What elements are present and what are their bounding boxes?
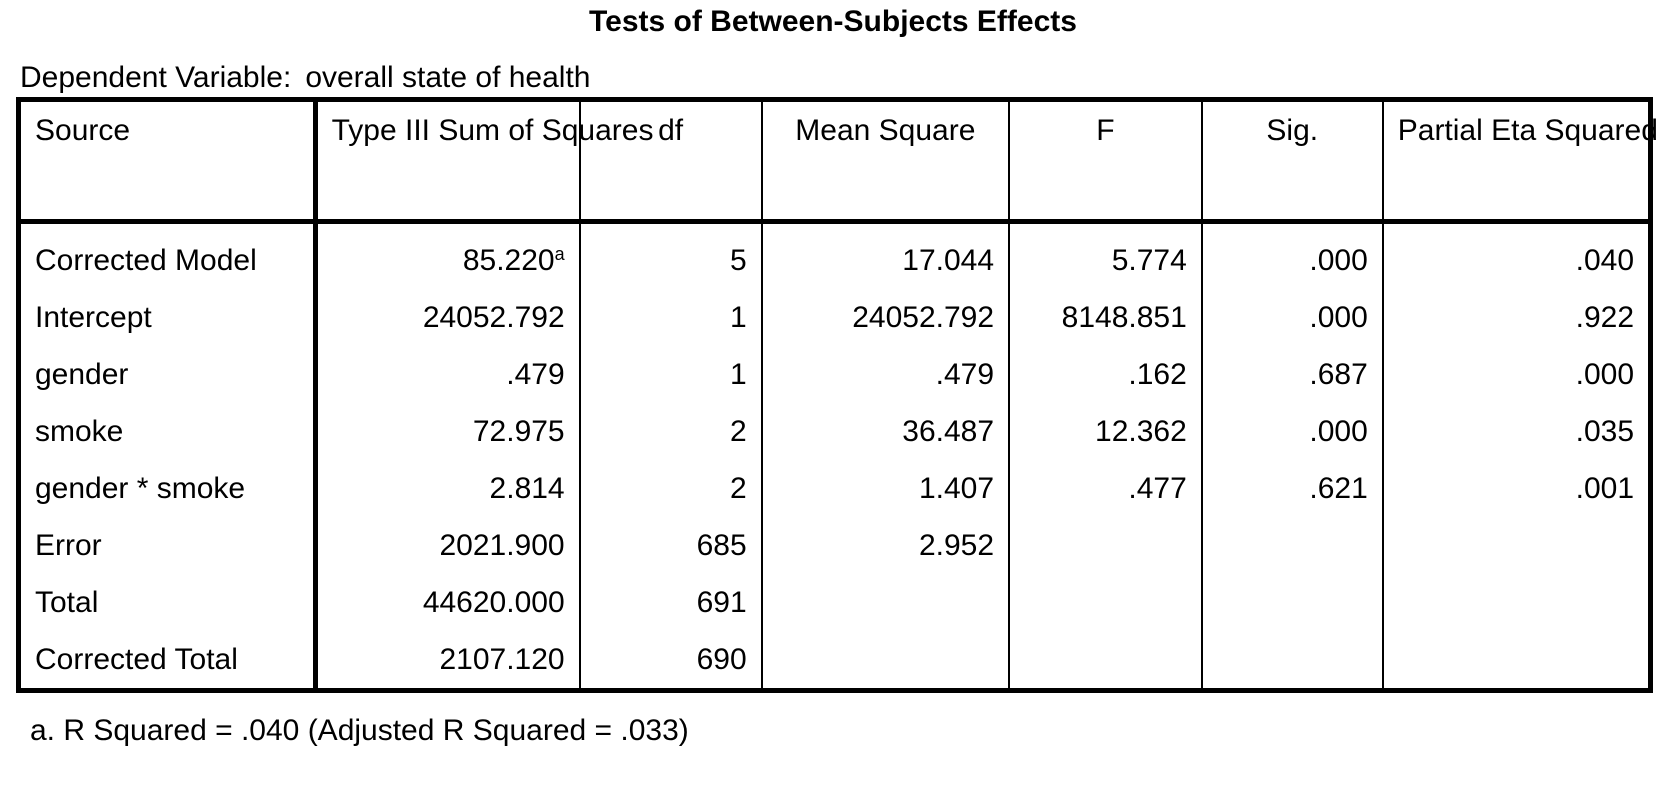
sum-of-squares-cell — [315, 222, 580, 290]
partial-eta-cell: .035 — [1575, 415, 1634, 448]
table-row — [19, 289, 1651, 346]
mean-square-cell: 1.407 — [762, 460, 1009, 517]
header-row — [19, 100, 1651, 222]
row-source: gender — [19, 346, 316, 403]
df-cell: 1 — [580, 289, 762, 346]
row-source: Corrected Model — [19, 222, 316, 290]
sig-cell — [1202, 517, 1383, 574]
df-cell: 2 — [580, 403, 762, 460]
table-row — [19, 460, 1651, 517]
mean-square-cell — [762, 574, 1009, 631]
f-cell — [1009, 574, 1202, 631]
mean-square-cell: 17.044 — [762, 222, 1009, 290]
mean-square-cell: 36.487 — [762, 403, 1009, 460]
partial-eta-cell — [1383, 517, 1651, 574]
dependent-variable-line — [20, 60, 591, 96]
sum-of-squares-cell: 44620.000 — [315, 574, 580, 631]
sig-cell: .000 — [1202, 289, 1383, 346]
df-cell: 5 — [580, 222, 762, 290]
table-row — [19, 631, 1651, 691]
mean-square-cell: .479 — [762, 346, 1009, 403]
partial-eta-cell: .000 — [1575, 358, 1634, 391]
partial-eta-cell — [1383, 631, 1651, 691]
df-cell: 691 — [580, 574, 762, 631]
footnote-marker: a — [554, 244, 565, 264]
sig-cell: .000 — [1202, 403, 1383, 460]
sig-cell — [1202, 574, 1383, 631]
column-header-mean-square: Mean Square — [762, 100, 1009, 222]
sig-cell: .000 — [1202, 222, 1383, 290]
partial-eta-cell — [1383, 574, 1651, 631]
sig-cell: .621 — [1202, 460, 1383, 517]
row-source: smoke — [19, 403, 316, 460]
dependent-variable-label: Dependent Variable: — [20, 61, 292, 94]
row-source: Total — [19, 574, 316, 631]
mean-square-cell: 2.952 — [762, 517, 1009, 574]
column-header-partial-eta-squared: Partial Eta Squared — [1383, 100, 1651, 222]
sig-cell: .687 — [1202, 346, 1383, 403]
f-cell: 8148.851 — [1009, 289, 1202, 346]
sum-of-squares-cell: 2021.900 — [315, 517, 580, 574]
table-row — [19, 574, 1651, 631]
sum-of-squares-cell: 24052.792 — [315, 289, 580, 346]
dependent-variable-value: overall state of health — [305, 61, 591, 94]
partial-eta-cell: .040 — [1575, 244, 1634, 277]
mean-square-cell — [762, 631, 1009, 691]
row-source: Error — [19, 517, 316, 574]
f-cell: 12.362 — [1009, 403, 1202, 460]
df-cell: 685 — [580, 517, 762, 574]
between-subjects-effects-table — [16, 97, 1658, 693]
table-row — [19, 222, 1651, 290]
table-title: Tests of Between-Subjects Effects — [589, 5, 1077, 38]
column-header-df: df — [580, 100, 762, 222]
partial-eta-cell: .922 — [1575, 301, 1634, 334]
sum-of-squares-cell: 72.975 — [315, 403, 580, 460]
column-header-source: Source — [19, 100, 316, 222]
column-header-sum-of-squares: Type III Sum of Squares — [315, 100, 580, 222]
table-row — [19, 346, 1651, 403]
f-cell: .162 — [1009, 346, 1202, 403]
df-cell: 690 — [580, 631, 762, 691]
table-row — [19, 403, 1651, 460]
f-cell: 5.774 — [1009, 222, 1202, 290]
sum-of-squares-value: 85.220 — [462, 244, 555, 277]
sum-of-squares-cell: .479 — [315, 346, 580, 403]
mean-square-cell: 24052.792 — [762, 289, 1009, 346]
sum-of-squares-cell: 2107.120 — [315, 631, 580, 691]
f-cell — [1009, 631, 1202, 691]
df-cell: 1 — [580, 346, 762, 403]
row-source: gender * smoke — [19, 460, 316, 517]
column-header-f: F — [1009, 100, 1202, 222]
sum-of-squares-cell: 2.814 — [315, 460, 580, 517]
partial-eta-cell: .001 — [1575, 472, 1634, 505]
f-cell: .477 — [1009, 460, 1202, 517]
df-cell: 2 — [580, 460, 762, 517]
table-footnote: a. R Squared = .040 (Adjusted R Squared = .033) — [30, 714, 689, 747]
sig-cell — [1202, 631, 1383, 691]
table-row — [19, 517, 1651, 574]
row-source: Intercept — [19, 289, 316, 346]
row-source: Corrected Total — [19, 631, 316, 691]
f-cell — [1009, 517, 1202, 574]
column-header-sig: Sig. — [1202, 100, 1383, 222]
